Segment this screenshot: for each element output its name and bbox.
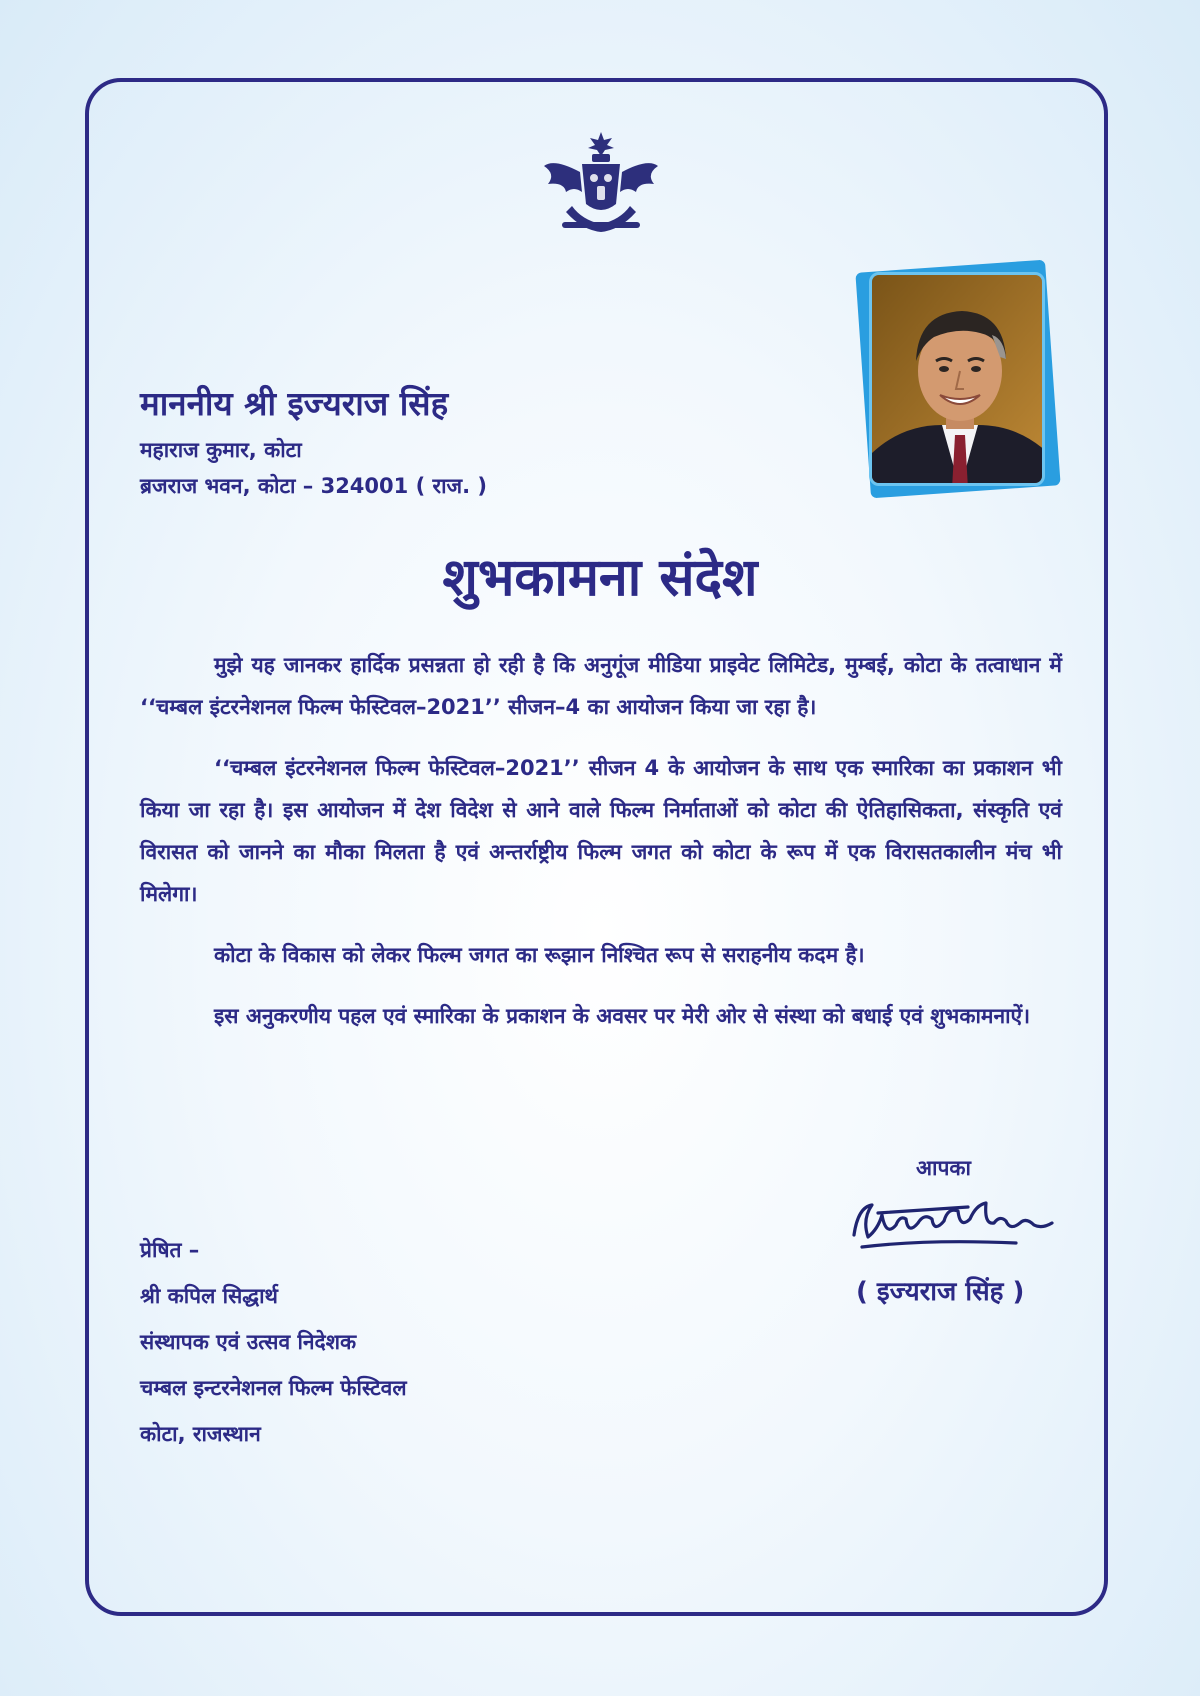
- body-paragraph-1: मुझे यह जानकर हार्दिक प्रसन्नता हो रही है कि अनुगूंज मीडिया प्राइवेट लिमिटेड, मुम्बई, कोटा के तत्वाधान में ‘‘चम्बल इंटरनेशनल फिल्म फेस्टिवल–2021’’ सीजन–4 का आयोजन किया जा रहा है।: [140, 653, 1062, 719]
- sender-address: ब्रजराज भवन, कोटा – 324001 ( राज. ): [140, 474, 487, 498]
- letter-heading: शुभकामना संदेश: [442, 548, 758, 608]
- forwarded-designation: संस्थापक एवं उत्सव निदेशक: [140, 1330, 357, 1354]
- forwarded-organization: चम्बल इन्टरनेशनल फिल्म फेस्टिवल: [140, 1376, 407, 1400]
- closing-word: आपका: [916, 1156, 971, 1180]
- portrait-photo: [857, 262, 1057, 498]
- portrait-image: [869, 272, 1045, 486]
- letter-body: [140, 644, 1062, 1056]
- forwarded-location: कोटा, राजस्थान: [140, 1422, 261, 1446]
- royal-crest-emblem: [542, 132, 660, 236]
- body-paragraph-3: कोटा के विकास को लेकर फिल्म जगत का रूझान निश्चित रूप से सराहनीय कदम है।: [214, 943, 865, 967]
- body-paragraph-4: इस अनुकरणीय पहल एवं स्मारिका के प्रकाशन के अवसर पर मेरी ओर से संस्था को बधाई एवं शुभकामनाऐं।: [214, 1004, 1031, 1028]
- sender-name: माननीय श्री इज्यराज सिंह: [140, 384, 449, 423]
- forwarded-name: श्री कपिल सिद्धार्थ: [140, 1284, 278, 1308]
- body-paragraph-2: ‘‘चम्बल इंटरनेशनल फिल्म फेस्टिवल–2021’’ सीजन 4 के आयोजन के साथ एक स्मारिका का प्रकाशन भी किया जा रहा है। इस आयोजन में देश विदेश से आने वाले फिल्म निर्माताओं को कोटा की ऐतिहासिकता, संस्कृति एवं विरासत को जानने का मौका मिलता है एवं अन्तर्राष्ट्रीय फिल्म जगत को कोटा के रूप में एक विरासतकालीन मंच भी मिलेगा।: [140, 756, 1062, 906]
- forwarded-label: प्रेषित –: [140, 1238, 200, 1262]
- signatory-name: ( इज्यराज सिंह ): [856, 1277, 1025, 1307]
- handwritten-signature: [848, 1185, 1058, 1265]
- sender-title: महाराज कुमार, कोटा: [140, 438, 302, 462]
